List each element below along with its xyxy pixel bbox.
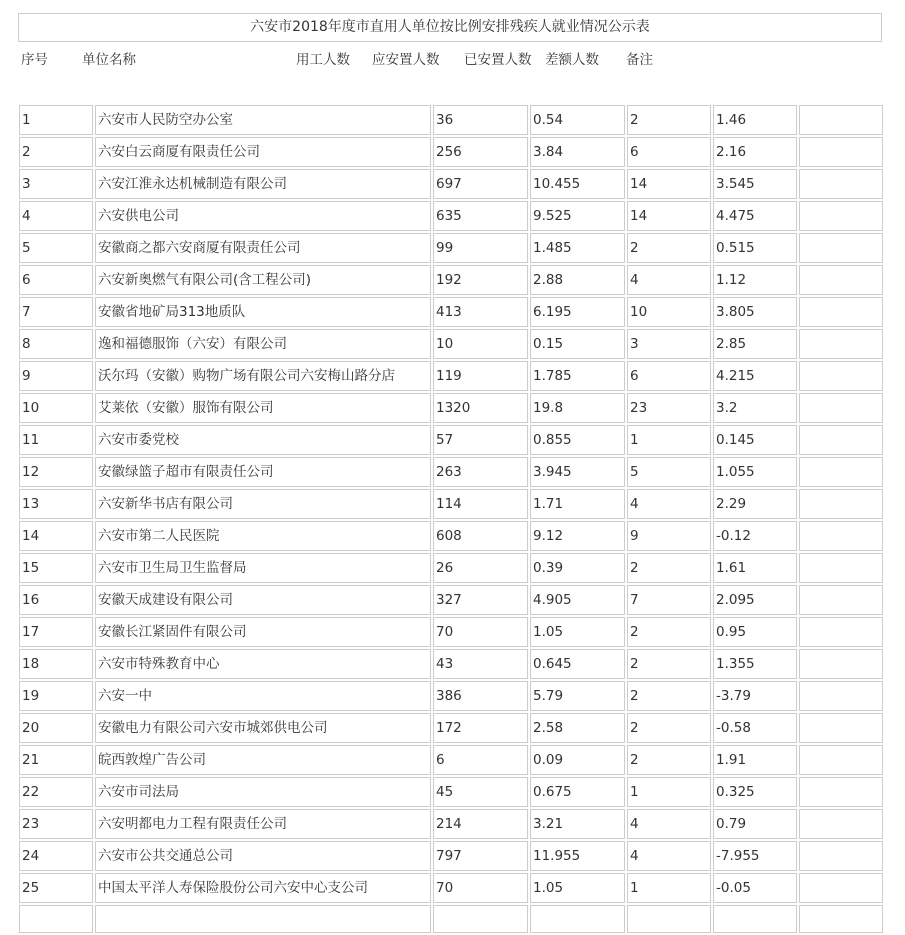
cell-workers: 256 <box>433 137 528 167</box>
cell-workers: 114 <box>433 489 528 519</box>
cell-seq: 4 <box>19 201 93 231</box>
column-headers <box>0 50 905 70</box>
cell-placed <box>627 905 711 933</box>
cell-remark <box>799 361 883 391</box>
cell-placed: 6 <box>627 137 711 167</box>
cell-workers <box>433 905 528 933</box>
cell-unit-name: 六安江淮永达机械制造有限公司 <box>95 169 431 199</box>
header-should-place: 应安置人数 <box>372 52 440 68</box>
header-remark: 备注 <box>626 52 653 68</box>
cell-unit-name: 六安市公共交通总公司 <box>95 841 431 871</box>
cell-unit-name: 六安新华书店有限公司 <box>95 489 431 519</box>
cell-seq: 11 <box>19 425 93 455</box>
table-row <box>19 297 883 327</box>
cell-workers: 172 <box>433 713 528 743</box>
table-row <box>19 265 883 295</box>
header-workers: 用工人数 <box>296 52 350 68</box>
cell-workers: 36 <box>433 105 528 135</box>
cell-workers: 797 <box>433 841 528 871</box>
cell-difference: 1.61 <box>713 553 797 583</box>
table-row <box>19 841 883 871</box>
cell-difference: 2.095 <box>713 585 797 615</box>
cell-placed: 1 <box>627 873 711 903</box>
cell-workers: 10 <box>433 329 528 359</box>
cell-remark <box>799 873 883 903</box>
cell-placed: 2 <box>627 553 711 583</box>
cell-placed: 4 <box>627 809 711 839</box>
table-row <box>19 713 883 743</box>
cell-seq: 1 <box>19 105 93 135</box>
cell-difference: 1.12 <box>713 265 797 295</box>
table-row <box>19 905 883 933</box>
cell-remark <box>799 553 883 583</box>
cell-seq: 25 <box>19 873 93 903</box>
page-title: 六安市2018年度市直用人单位按比例安排残疾人就业情况公示表 <box>18 13 882 42</box>
cell-workers: 697 <box>433 169 528 199</box>
cell-remark <box>799 905 883 933</box>
cell-should-place: 1.485 <box>530 233 625 263</box>
cell-should-place: 3.84 <box>530 137 625 167</box>
cell-placed: 2 <box>627 713 711 743</box>
cell-placed: 2 <box>627 617 711 647</box>
cell-seq: 8 <box>19 329 93 359</box>
cell-placed: 14 <box>627 169 711 199</box>
cell-should-place: 0.855 <box>530 425 625 455</box>
table-row <box>19 745 883 775</box>
cell-difference: 4.475 <box>713 201 797 231</box>
table-row <box>19 617 883 647</box>
cell-workers: 1320 <box>433 393 528 423</box>
cell-difference: 0.79 <box>713 809 797 839</box>
cell-placed: 4 <box>627 489 711 519</box>
cell-remark <box>799 137 883 167</box>
employment-table <box>17 103 885 935</box>
cell-remark <box>799 265 883 295</box>
cell-placed: 6 <box>627 361 711 391</box>
cell-unit-name: 六安市司法局 <box>95 777 431 807</box>
cell-should-place: 3.21 <box>530 809 625 839</box>
cell-placed: 23 <box>627 393 711 423</box>
cell-seq: 17 <box>19 617 93 647</box>
cell-seq: 5 <box>19 233 93 263</box>
table-row <box>19 169 883 199</box>
cell-difference: 1.91 <box>713 745 797 775</box>
cell-seq: 7 <box>19 297 93 327</box>
table-row <box>19 809 883 839</box>
table-body <box>19 105 883 933</box>
cell-should-place: 0.09 <box>530 745 625 775</box>
cell-should-place: 9.525 <box>530 201 625 231</box>
cell-remark <box>799 329 883 359</box>
cell-should-place: 0.39 <box>530 553 625 583</box>
cell-workers: 635 <box>433 201 528 231</box>
cell-remark <box>799 649 883 679</box>
cell-difference: -0.12 <box>713 521 797 551</box>
cell-workers: 386 <box>433 681 528 711</box>
cell-should-place: 1.785 <box>530 361 625 391</box>
cell-difference <box>713 905 797 933</box>
cell-difference: 2.29 <box>713 489 797 519</box>
cell-workers: 6 <box>433 745 528 775</box>
cell-workers: 26 <box>433 553 528 583</box>
cell-workers: 119 <box>433 361 528 391</box>
table-row <box>19 777 883 807</box>
cell-should-place: 0.15 <box>530 329 625 359</box>
cell-should-place: 0.54 <box>530 105 625 135</box>
cell-workers: 99 <box>433 233 528 263</box>
cell-remark <box>799 489 883 519</box>
cell-workers: 70 <box>433 873 528 903</box>
cell-difference: 0.145 <box>713 425 797 455</box>
cell-unit-name: 中国太平洋人寿保险股份公司六安中心支公司 <box>95 873 431 903</box>
cell-should-place: 5.79 <box>530 681 625 711</box>
cell-seq: 23 <box>19 809 93 839</box>
cell-difference: 1.355 <box>713 649 797 679</box>
cell-seq: 6 <box>19 265 93 295</box>
header-seq: 序号 <box>21 52 48 68</box>
cell-workers: 608 <box>433 521 528 551</box>
cell-should-place: 4.905 <box>530 585 625 615</box>
cell-should-place <box>530 905 625 933</box>
cell-unit-name: 六安市卫生局卫生监督局 <box>95 553 431 583</box>
cell-remark <box>799 681 883 711</box>
cell-placed: 4 <box>627 265 711 295</box>
cell-remark <box>799 777 883 807</box>
table-row <box>19 457 883 487</box>
cell-placed: 7 <box>627 585 711 615</box>
cell-should-place: 2.58 <box>530 713 625 743</box>
cell-unit-name: 六安供电公司 <box>95 201 431 231</box>
cell-placed: 2 <box>627 681 711 711</box>
cell-seq: 22 <box>19 777 93 807</box>
cell-placed: 5 <box>627 457 711 487</box>
cell-remark <box>799 745 883 775</box>
cell-difference: 3.2 <box>713 393 797 423</box>
cell-placed: 1 <box>627 777 711 807</box>
cell-unit-name: 六安市委党校 <box>95 425 431 455</box>
header-difference: 差额人数 <box>545 52 599 68</box>
cell-difference: -7.955 <box>713 841 797 871</box>
header-unit-name: 单位名称 <box>82 52 136 68</box>
cell-should-place: 1.05 <box>530 873 625 903</box>
table-row <box>19 105 883 135</box>
cell-unit-name: 皖西敦煌广告公司 <box>95 745 431 775</box>
table-row <box>19 681 883 711</box>
cell-unit-name: 六安白云商厦有限责任公司 <box>95 137 431 167</box>
cell-workers: 43 <box>433 649 528 679</box>
cell-unit-name: 逸和福德服饰（六安）有限公司 <box>95 329 431 359</box>
cell-remark <box>799 585 883 615</box>
cell-remark <box>799 425 883 455</box>
cell-seq: 14 <box>19 521 93 551</box>
cell-remark <box>799 809 883 839</box>
cell-remark <box>799 233 883 263</box>
cell-should-place: 0.645 <box>530 649 625 679</box>
cell-placed: 2 <box>627 745 711 775</box>
cell-workers: 413 <box>433 297 528 327</box>
cell-unit-name: 六安一中 <box>95 681 431 711</box>
cell-difference: 3.805 <box>713 297 797 327</box>
cell-unit-name: 安徽商之都六安商厦有限责任公司 <box>95 233 431 263</box>
cell-difference: -3.79 <box>713 681 797 711</box>
cell-remark <box>799 393 883 423</box>
cell-should-place: 2.88 <box>530 265 625 295</box>
cell-unit-name: 六安市特殊教育中心 <box>95 649 431 679</box>
cell-unit-name: 六安市人民防空办公室 <box>95 105 431 135</box>
cell-placed: 10 <box>627 297 711 327</box>
cell-seq: 12 <box>19 457 93 487</box>
table-row <box>19 489 883 519</box>
table-row <box>19 137 883 167</box>
cell-unit-name: 安徽省地矿局313地质队 <box>95 297 431 327</box>
cell-placed: 2 <box>627 233 711 263</box>
table-row <box>19 393 883 423</box>
cell-seq: 21 <box>19 745 93 775</box>
cell-seq: 18 <box>19 649 93 679</box>
cell-remark <box>799 841 883 871</box>
cell-difference: 4.215 <box>713 361 797 391</box>
cell-placed: 9 <box>627 521 711 551</box>
cell-should-place: 3.945 <box>530 457 625 487</box>
cell-should-place: 6.195 <box>530 297 625 327</box>
cell-should-place: 19.8 <box>530 393 625 423</box>
cell-unit-name: 六安明都电力工程有限责任公司 <box>95 809 431 839</box>
cell-difference: 3.545 <box>713 169 797 199</box>
cell-remark <box>799 297 883 327</box>
cell-seq: 3 <box>19 169 93 199</box>
table-row <box>19 521 883 551</box>
cell-seq: 2 <box>19 137 93 167</box>
cell-remark <box>799 105 883 135</box>
cell-workers: 45 <box>433 777 528 807</box>
cell-should-place: 9.12 <box>530 521 625 551</box>
cell-remark <box>799 201 883 231</box>
table-row <box>19 649 883 679</box>
cell-difference: -0.05 <box>713 873 797 903</box>
table-row <box>19 329 883 359</box>
cell-seq: 24 <box>19 841 93 871</box>
cell-difference: 1.46 <box>713 105 797 135</box>
table-row <box>19 233 883 263</box>
cell-should-place: 0.675 <box>530 777 625 807</box>
cell-difference: 2.16 <box>713 137 797 167</box>
cell-unit-name: 六安新奥燃气有限公司(含工程公司) <box>95 265 431 295</box>
cell-seq: 13 <box>19 489 93 519</box>
cell-seq: 15 <box>19 553 93 583</box>
cell-difference: 0.325 <box>713 777 797 807</box>
cell-unit-name: 沃尔玛（安徽）购物广场有限公司六安梅山路分店 <box>95 361 431 391</box>
cell-difference: 2.85 <box>713 329 797 359</box>
cell-workers: 70 <box>433 617 528 647</box>
cell-workers: 214 <box>433 809 528 839</box>
cell-remark <box>799 169 883 199</box>
cell-workers: 192 <box>433 265 528 295</box>
cell-placed: 2 <box>627 649 711 679</box>
cell-remark <box>799 713 883 743</box>
cell-placed: 2 <box>627 105 711 135</box>
cell-unit-name: 安徽绿篮子超市有限责任公司 <box>95 457 431 487</box>
cell-seq <box>19 905 93 933</box>
cell-remark <box>799 457 883 487</box>
cell-seq: 16 <box>19 585 93 615</box>
cell-placed: 3 <box>627 329 711 359</box>
cell-unit-name: 六安市第二人民医院 <box>95 521 431 551</box>
table-row <box>19 201 883 231</box>
cell-difference: 0.95 <box>713 617 797 647</box>
table-row <box>19 585 883 615</box>
cell-difference: 0.515 <box>713 233 797 263</box>
table-row <box>19 425 883 455</box>
header-placed: 已安置人数 <box>464 52 532 68</box>
cell-placed: 14 <box>627 201 711 231</box>
cell-remark <box>799 521 883 551</box>
cell-seq: 10 <box>19 393 93 423</box>
cell-unit-name: 安徽天成建设有限公司 <box>95 585 431 615</box>
cell-workers: 263 <box>433 457 528 487</box>
table-row <box>19 873 883 903</box>
cell-unit-name: 安徽长江紧固件有限公司 <box>95 617 431 647</box>
cell-seq: 9 <box>19 361 93 391</box>
cell-unit-name: 安徽电力有限公司六安市城郊供电公司 <box>95 713 431 743</box>
cell-should-place: 1.71 <box>530 489 625 519</box>
cell-placed: 4 <box>627 841 711 871</box>
cell-unit-name <box>95 905 431 933</box>
table-row <box>19 553 883 583</box>
cell-difference: -0.58 <box>713 713 797 743</box>
cell-workers: 327 <box>433 585 528 615</box>
cell-seq: 19 <box>19 681 93 711</box>
cell-unit-name: 艾莱依（安徽）服饰有限公司 <box>95 393 431 423</box>
cell-should-place: 10.455 <box>530 169 625 199</box>
cell-should-place: 1.05 <box>530 617 625 647</box>
cell-workers: 57 <box>433 425 528 455</box>
cell-seq: 20 <box>19 713 93 743</box>
cell-difference: 1.055 <box>713 457 797 487</box>
cell-should-place: 11.955 <box>530 841 625 871</box>
table-row <box>19 361 883 391</box>
cell-placed: 1 <box>627 425 711 455</box>
cell-remark <box>799 617 883 647</box>
